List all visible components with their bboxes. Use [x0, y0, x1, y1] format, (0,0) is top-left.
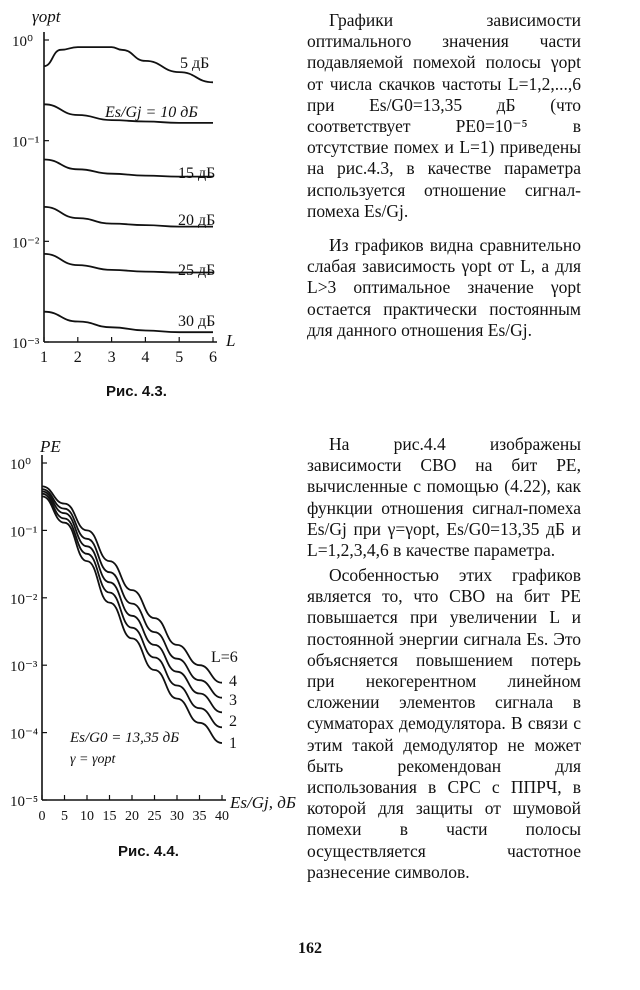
figure-4-4-chart: [0, 430, 310, 840]
figure-4-4-caption: Рис. 4.4.: [118, 843, 179, 860]
x-tick-label: 6: [209, 349, 217, 366]
paragraph-3: На рис.4.4 изображены зависимости СВО на бит PE, вычисленные с помощью (4.22), как функции отношения сигнал-помеха Es/Gj при γ=γopt, Es/G0=13,35 дБ и L=1,2,3,4,6 в качестве параметра.: [307, 434, 581, 561]
series-label: 30 дБ: [178, 313, 216, 330]
x-tick-label: 3: [107, 349, 116, 366]
y-tick-label: 10⁻³: [10, 659, 38, 676]
x-axis-label: Es/Gj, дБ: [230, 793, 296, 812]
series-label: 4: [229, 673, 237, 690]
x-tick-label: 1: [40, 349, 48, 366]
x-tick-label: 5: [175, 349, 184, 366]
y-tick-label: 10⁻²: [12, 235, 40, 252]
y-tick-label: 10⁻⁴: [10, 726, 39, 743]
series-label: 2: [229, 713, 237, 730]
parameter-label: Es/Gj = 10 дБ: [105, 104, 198, 121]
x-tick-label: 10: [80, 809, 94, 824]
paragraph-4: Особенностью этих графиков является то, что СВО на бит PE повышается при увеличении L и постоянной энергии сигнала Es. Это объясняется повышением потерь при некогерентном линейном сложении элементов сигнала в сумматорах демодулятора. В связи с этим такой демодулятор не может быть рекомендован для использования в СРС с ППРЧ, в которой для защиты от шумовой помехи в части полосы осуществляется частотное разнесение символов.: [307, 565, 581, 882]
y-axis-label: γopt: [32, 7, 61, 26]
series-label: L=6: [211, 649, 238, 666]
x-tick-label: 5: [61, 809, 68, 824]
y-tick-label: 10⁻³: [12, 336, 40, 352]
y-tick-label: 10⁰: [12, 34, 34, 50]
figure-4-3-caption: Рис. 4.3.: [106, 383, 167, 400]
series-label: 3: [229, 692, 237, 709]
series-label: 15 дБ: [178, 165, 216, 182]
x-tick-label: 15: [102, 809, 117, 824]
annotation-gamma: γ = γopt: [70, 752, 116, 767]
y-tick-label: 10⁰: [10, 457, 32, 473]
x-tick-label: 0: [38, 809, 46, 824]
x-tick-label: 40: [215, 809, 229, 824]
x-axis-label: L: [226, 331, 236, 350]
y-tick-label: 10⁻²: [10, 591, 38, 608]
y-tick-label: 10⁻¹: [12, 134, 40, 151]
y-tick-label: 10⁻¹: [10, 524, 38, 541]
x-tick-label: 35: [192, 809, 207, 824]
x-tick-label: 2: [73, 349, 82, 366]
x-tick-label: 4: [141, 349, 150, 366]
y-axis-label: PE: [40, 437, 61, 456]
x-tick-label: 20: [125, 809, 139, 824]
series-label: 25 дБ: [178, 262, 216, 279]
y-tick-label: 10⁻⁵: [10, 794, 39, 810]
series-label: 1: [229, 735, 237, 752]
series-label: 5 дБ: [180, 55, 210, 72]
annotation-condition: Es/G0 = 13,35 дБ: [70, 730, 180, 746]
paragraph-2: Из графиков видна сравнительно слабая зависимость γopt от L, а для L>3 оптимальное значение γopt остается практически постоянным для данного отношения Es/Gj.: [307, 235, 581, 340]
x-tick-label: 25: [147, 809, 162, 824]
series-label: 20 дБ: [178, 212, 216, 229]
figure-4-3-chart: [0, 0, 270, 390]
x-tick-label: 30: [170, 809, 184, 824]
paragraph-1: Графики зависимости оптимального значения части подавляемой помехой полосы γopt от числа скачков частоты L=1,2,...,6 при Es/G0=13,35 дБ (что соответствует PE0=10⁻⁵ в отсутствие помех и L=1) приведены на рис.4.3, в качестве параметра используется отношение сигнал-помеха Es/Gj.: [307, 10, 581, 221]
page-number: 162: [298, 940, 322, 957]
